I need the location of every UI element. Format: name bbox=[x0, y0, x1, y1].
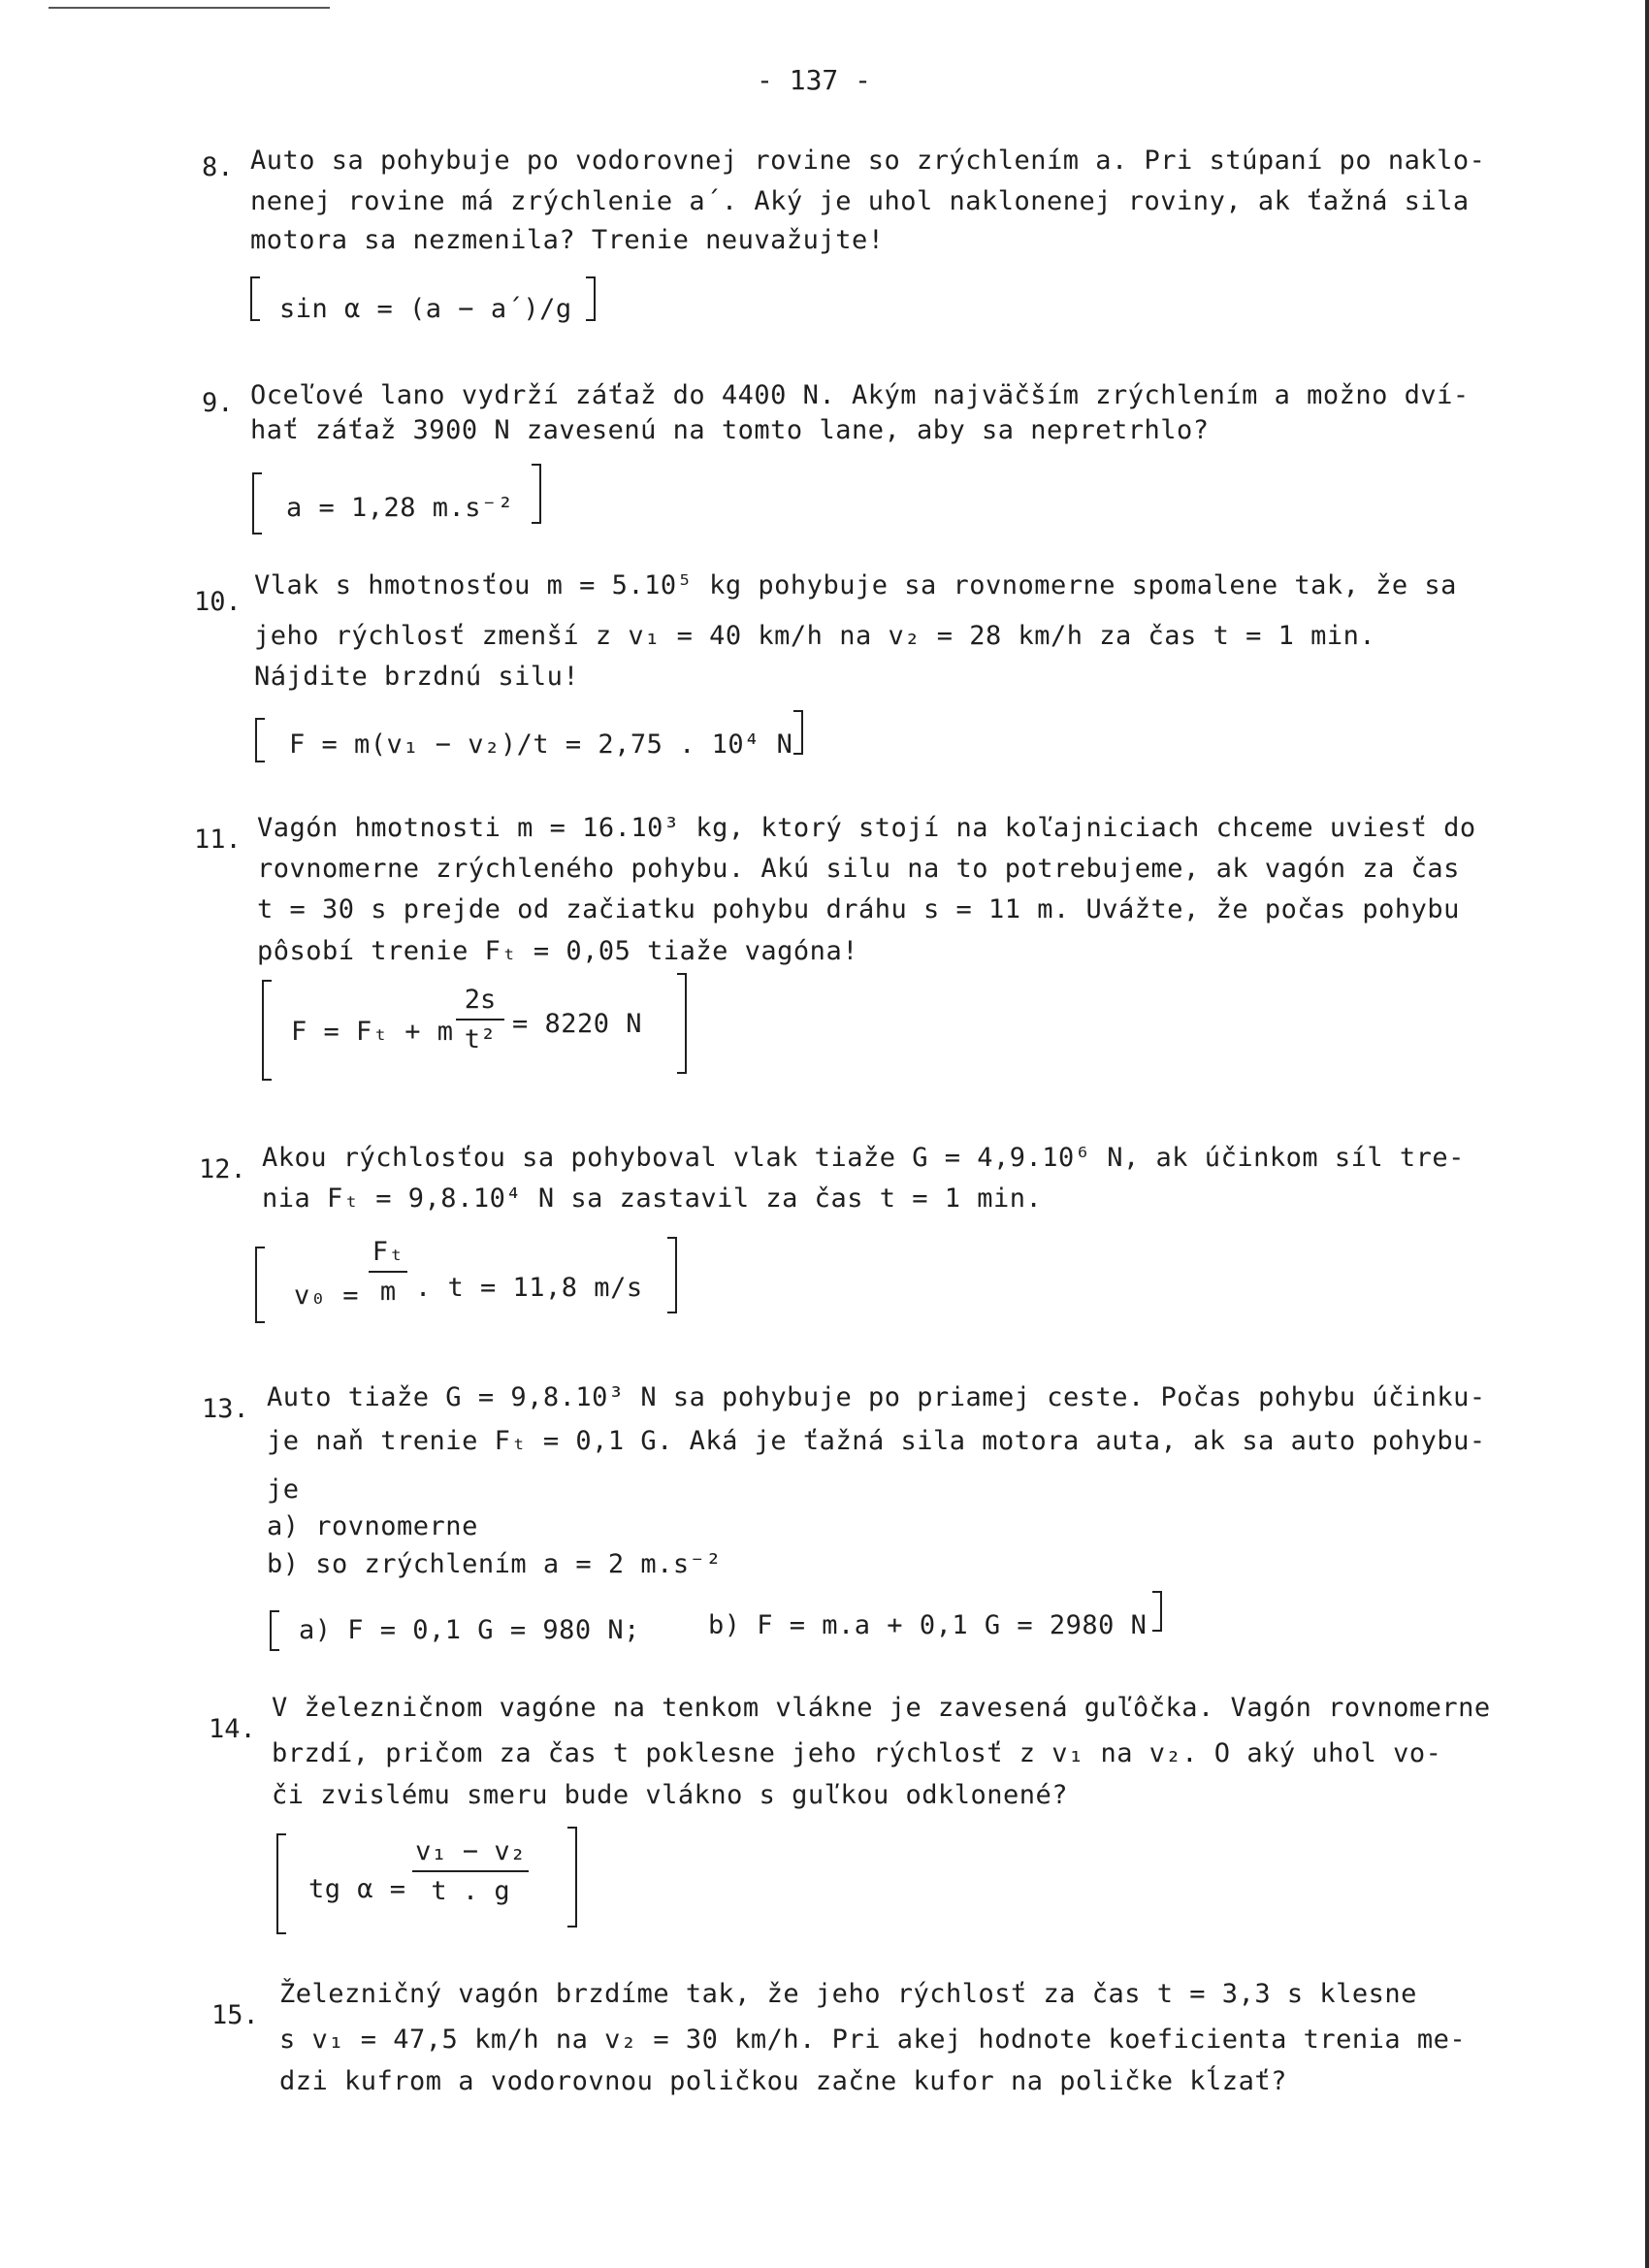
problem-13-number: 13. bbox=[202, 1394, 249, 1424]
problem-12-answer-rhs: . t = 11,8 m/s bbox=[415, 1273, 643, 1303]
problem-8-answer: sin α = (a − a´)/g bbox=[279, 294, 572, 324]
problem-10-line-3: Nájdite brzdnú silu! bbox=[254, 662, 580, 692]
problem-8-line-3: motora sa nezmenila? Trenie neuvažujte! bbox=[250, 225, 885, 255]
bracket-right bbox=[677, 973, 687, 1074]
problem-13-line-4: a) rovnomerne bbox=[267, 1511, 478, 1541]
problem-9-line-1: Oceľové lano vydrží záťaž do 4400 N. Akým najväčším zrýchlením a možno dví- bbox=[250, 380, 1470, 410]
problem-12-number: 12. bbox=[199, 1154, 246, 1184]
fraction-bar bbox=[412, 1870, 529, 1872]
problem-12-line-2: nia Fₜ = 9,8.10⁴ N sa zastavil za čas t = 1 min. bbox=[262, 1183, 1043, 1214]
problem-9-line-2: hať záťaž 3900 N zavesenú na tomto lane, aby sa nepretrhlo? bbox=[250, 415, 1210, 445]
problem-11-answer-lhs: F = Fₜ + m bbox=[291, 1017, 454, 1047]
bracket-right bbox=[1152, 1591, 1162, 1632]
problem-10-answer: F = m(v₁ − v₂)/t = 2,75 . 10⁴ N bbox=[289, 729, 793, 760]
bracket-left bbox=[270, 1610, 279, 1651]
problem-13-answer-b: b) F = m.a + 0,1 G = 2980 N bbox=[708, 1610, 1148, 1640]
problem-15-number: 15. bbox=[211, 2000, 259, 2030]
fraction-bar bbox=[456, 1019, 504, 1021]
problem-15-line-1: Železničný vagón brzdíme tak, že jeho rýchlosť za čas t = 3,3 s klesne bbox=[279, 1979, 1417, 2009]
problem-11-line-3: t = 30 s prejde od začiatku pohybu dráhu s = 11 m. Uvážte, že počas pohybu bbox=[257, 894, 1460, 924]
bracket-right bbox=[793, 710, 803, 755]
problem-15-line-3: dzi kufrom a vodorovnou poličkou začne kufor na poličke kĺzať? bbox=[279, 2066, 1287, 2096]
problem-11-answer-fraction bbox=[456, 985, 504, 1054]
problem-12-answer-fraction bbox=[369, 1237, 407, 1307]
bracket-left bbox=[250, 276, 260, 321]
problem-9-answer: a = 1,28 m.s⁻² bbox=[286, 493, 514, 523]
problem-14-line-3: či zvislému smeru bude vlákno s guľkou odklonené? bbox=[272, 1780, 1069, 1810]
problem-14-answer-lhs: tg α = bbox=[308, 1874, 406, 1904]
problem-11-line-1: Vagón hmotnosti m = 16.10³ kg, ktorý stojí na koľajniciach chceme uviesť do bbox=[257, 813, 1476, 843]
problem-9-number: 9. bbox=[202, 388, 234, 418]
page-edge bbox=[1645, 0, 1649, 2268]
bracket-left bbox=[276, 1833, 286, 1934]
bracket-left bbox=[252, 472, 262, 535]
problem-13-line-1: Auto tiaže G = 9,8.10³ N sa pohybuje po priamej ceste. Počas pohybu účinku- bbox=[267, 1382, 1486, 1412]
problem-11-line-4: pôsobí trenie Fₜ = 0,05 tiaže vagóna! bbox=[257, 936, 858, 966]
problem-13-line-3: je bbox=[267, 1474, 300, 1505]
problem-14-number: 14. bbox=[209, 1714, 256, 1744]
fraction-numerator: v₁ − v₂ bbox=[415, 1836, 526, 1866]
problem-10-number: 10. bbox=[194, 587, 242, 617]
bracket-left bbox=[262, 980, 272, 1081]
top-rule bbox=[48, 7, 330, 9]
problem-10-line-2: jeho rýchlosť zmenší z v₁ = 40 km/h na v₂ = 28 km/h za čas t = 1 min. bbox=[254, 621, 1376, 651]
problem-11-line-2: rovnomerne zrýchleného pohybu. Akú silu na to potrebujeme, ak vagón za čas bbox=[257, 854, 1460, 884]
bracket-right bbox=[567, 1827, 577, 1928]
bracket-right bbox=[667, 1237, 677, 1313]
problem-8-line-2: nenej rovine má zrýchlenie a´. Aký je uhol naklonenej roviny, ak ťažná sila bbox=[250, 186, 1470, 216]
page-number: - 137 - bbox=[757, 64, 872, 96]
fraction-bar bbox=[369, 1271, 407, 1273]
problem-12-answer-lhs: v₀ = bbox=[294, 1280, 360, 1311]
problem-14-answer-fraction bbox=[412, 1836, 529, 1906]
problem-14-line-1: V železničnom vagóne na tenkom vlákne je zavesená guľôčka. Vagón rovnomerne bbox=[272, 1693, 1491, 1723]
problem-8-number: 8. bbox=[202, 152, 234, 182]
fraction-numerator: Fₜ bbox=[372, 1237, 404, 1267]
fraction-denominator: t² bbox=[464, 1024, 497, 1054]
fraction-numerator: 2s bbox=[464, 985, 497, 1015]
problem-13-answer-a: a) F = 0,1 G = 980 N; bbox=[299, 1615, 640, 1645]
problem-8-line-1: Auto sa pohybuje po vodorovnej rovine so zrýchlením a. Pri stúpaní po naklo- bbox=[250, 146, 1486, 176]
problem-11-answer-rhs: = 8220 N bbox=[512, 1009, 643, 1039]
bracket-left bbox=[255, 1247, 265, 1323]
problem-11-number: 11. bbox=[194, 825, 242, 855]
problem-13-line-2: je naň trenie Fₜ = 0,1 G. Aká je ťažná sila motora auta, ak sa auto pohybu- bbox=[267, 1426, 1486, 1456]
bracket-right bbox=[532, 464, 541, 524]
problem-13-line-5: b) so zrýchlením a = 2 m.s⁻² bbox=[267, 1549, 723, 1579]
fraction-denominator: m bbox=[379, 1277, 397, 1307]
problem-12-line-1: Akou rýchlosťou sa pohyboval vlak tiaže G = 4,9.10⁶ N, ak účinkom síl tre- bbox=[262, 1143, 1465, 1173]
problem-15-line-2: s v₁ = 47,5 km/h na v₂ = 30 km/h. Pri akej hodnote koeficienta trenia me- bbox=[279, 2025, 1467, 2055]
bracket-right bbox=[586, 276, 596, 321]
problem-10-line-1: Vlak s hmotnosťou m = 5.10⁵ kg pohybuje sa rovnomerne spomalene tak, že sa bbox=[254, 570, 1457, 600]
problem-14-line-2: brzdí, pričom za čas t poklesne jeho rýchlosť z v₁ na v₂. O aký uhol vo- bbox=[272, 1738, 1442, 1768]
fraction-denominator: t . g bbox=[431, 1876, 510, 1906]
bracket-left bbox=[255, 718, 265, 762]
